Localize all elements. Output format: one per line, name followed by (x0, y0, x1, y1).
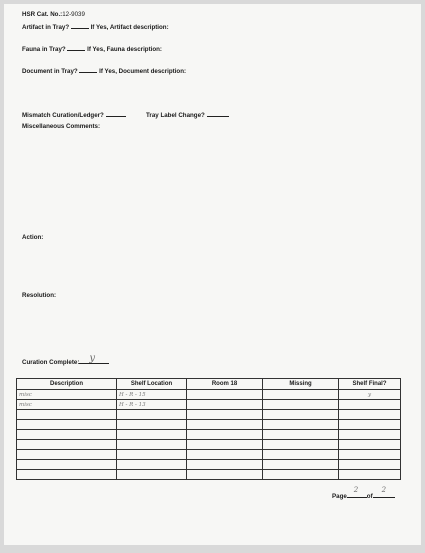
document-question: Document in Tray? (22, 68, 78, 75)
fauna-description-label: If Yes, Fauna description: (87, 46, 162, 53)
shelf-location-cell[interactable] (117, 440, 187, 450)
fauna-question: Fauna in Tray? (22, 46, 66, 53)
shelf-final-cell[interactable] (339, 430, 401, 440)
table-row (17, 400, 401, 410)
page-number-handwriting: 2 (353, 486, 359, 494)
fauna-answer-blank[interactable] (67, 44, 85, 51)
table-row (17, 390, 401, 400)
shelf-location-cell[interactable] (117, 420, 187, 430)
of-label: of (366, 493, 373, 500)
curation-complete-handwriting: y (89, 353, 96, 364)
shelf-location-cell[interactable] (117, 470, 187, 480)
col-description-header: Description (17, 379, 117, 390)
catalog-number-value: 12-9039 (62, 11, 85, 18)
curation-complete-label: Curation Complete: (22, 359, 80, 366)
shelf-final-cell[interactable] (339, 400, 401, 410)
room-18-cell[interactable] (187, 390, 263, 400)
col-missing-header: Missing (263, 379, 339, 390)
document-answer-blank[interactable] (79, 66, 97, 73)
description-cell[interactable] (17, 470, 117, 480)
table-row (17, 470, 401, 480)
shelf-final-cell[interactable] (339, 450, 401, 460)
room-18-cell[interactable] (187, 440, 263, 450)
page-number-line (332, 486, 395, 500)
shelf-final-cell[interactable] (339, 470, 401, 480)
room-18-cell[interactable] (187, 450, 263, 460)
table-row (17, 410, 401, 420)
comments-label: Miscellaneous Comments: (22, 123, 101, 130)
curation-complete-line (22, 353, 109, 366)
page-total-handwriting: 2 (381, 486, 387, 494)
description-cell[interactable] (17, 410, 117, 420)
shelf-location-cell[interactable] (117, 450, 187, 460)
shelf-final-cell[interactable] (339, 440, 401, 450)
tray-label-line (146, 110, 229, 119)
col-shelf-location-header: Shelf Location (117, 379, 187, 390)
col-shelf-final-header: Shelf Final? (339, 379, 401, 390)
artifact-answer-blank[interactable] (71, 22, 89, 29)
curation-complete-blank[interactable] (79, 353, 109, 364)
artifact-line (22, 22, 169, 31)
shelf-location-cell[interactable] (117, 460, 187, 470)
description-cell[interactable] (17, 430, 117, 440)
shelf-location-cell[interactable] (117, 430, 187, 440)
table-row (17, 440, 401, 450)
table-header-row (17, 379, 401, 390)
document-description-label: If Yes, Document description: (99, 68, 187, 75)
missing-cell[interactable] (263, 390, 339, 400)
description-cell[interactable]: misc (17, 400, 117, 410)
table-row (17, 430, 401, 440)
room-18-cell[interactable] (187, 470, 263, 480)
mismatch-line (22, 110, 126, 119)
table-row (17, 450, 401, 460)
room-18-cell[interactable] (187, 400, 263, 410)
shelf-final-cell[interactable] (339, 460, 401, 470)
missing-cell[interactable] (263, 400, 339, 410)
description-cell[interactable] (17, 440, 117, 450)
mismatch-label: Mismatch Curation/Ledger? (22, 112, 104, 119)
shelf-location-cell[interactable]: H - R - 15 (117, 390, 187, 400)
room-18-cell[interactable] (187, 420, 263, 430)
missing-cell[interactable] (263, 420, 339, 430)
tray-label-change-label: Tray Label Change? (146, 112, 205, 119)
catalog-number-line (22, 11, 85, 18)
mismatch-answer-blank[interactable] (106, 110, 126, 117)
missing-cell[interactable] (263, 460, 339, 470)
artifact-description-label: If Yes, Artifact description: (90, 24, 169, 31)
description-cell[interactable] (17, 460, 117, 470)
form-page (4, 4, 421, 545)
catalog-number-label: HSR Cat. No.: (22, 11, 63, 18)
missing-cell[interactable] (263, 410, 339, 420)
fauna-line (22, 44, 162, 53)
shelf-final-cell[interactable] (339, 410, 401, 420)
artifact-question: Artifact in Tray? (22, 24, 70, 31)
missing-cell[interactable] (263, 440, 339, 450)
page-total-blank[interactable] (373, 486, 395, 498)
missing-cell[interactable] (263, 450, 339, 460)
tray-label-answer-blank[interactable] (207, 110, 229, 117)
document-line (22, 66, 186, 75)
resolution-label: Resolution: (22, 292, 57, 299)
shelf-final-cell[interactable]: y (339, 390, 401, 400)
table-row (17, 460, 401, 470)
room-18-cell[interactable] (187, 460, 263, 470)
description-cell[interactable]: misc (17, 390, 117, 400)
room-18-cell[interactable] (187, 410, 263, 420)
description-cell[interactable] (17, 420, 117, 430)
shelf-location-cell[interactable]: H - R - 13 (117, 400, 187, 410)
room-18-cell[interactable] (187, 430, 263, 440)
missing-cell[interactable] (263, 430, 339, 440)
action-label: Action: (22, 234, 44, 241)
description-cell[interactable] (17, 450, 117, 460)
shelf-final-cell[interactable] (339, 420, 401, 430)
page-number-blank[interactable] (347, 486, 367, 498)
shelf-location-cell[interactable] (117, 410, 187, 420)
table-row (17, 420, 401, 430)
col-room-18-header: Room 18 (187, 379, 263, 390)
missing-cell[interactable] (263, 470, 339, 480)
page-label: Page (332, 493, 347, 500)
shelf-log-table (16, 378, 401, 480)
